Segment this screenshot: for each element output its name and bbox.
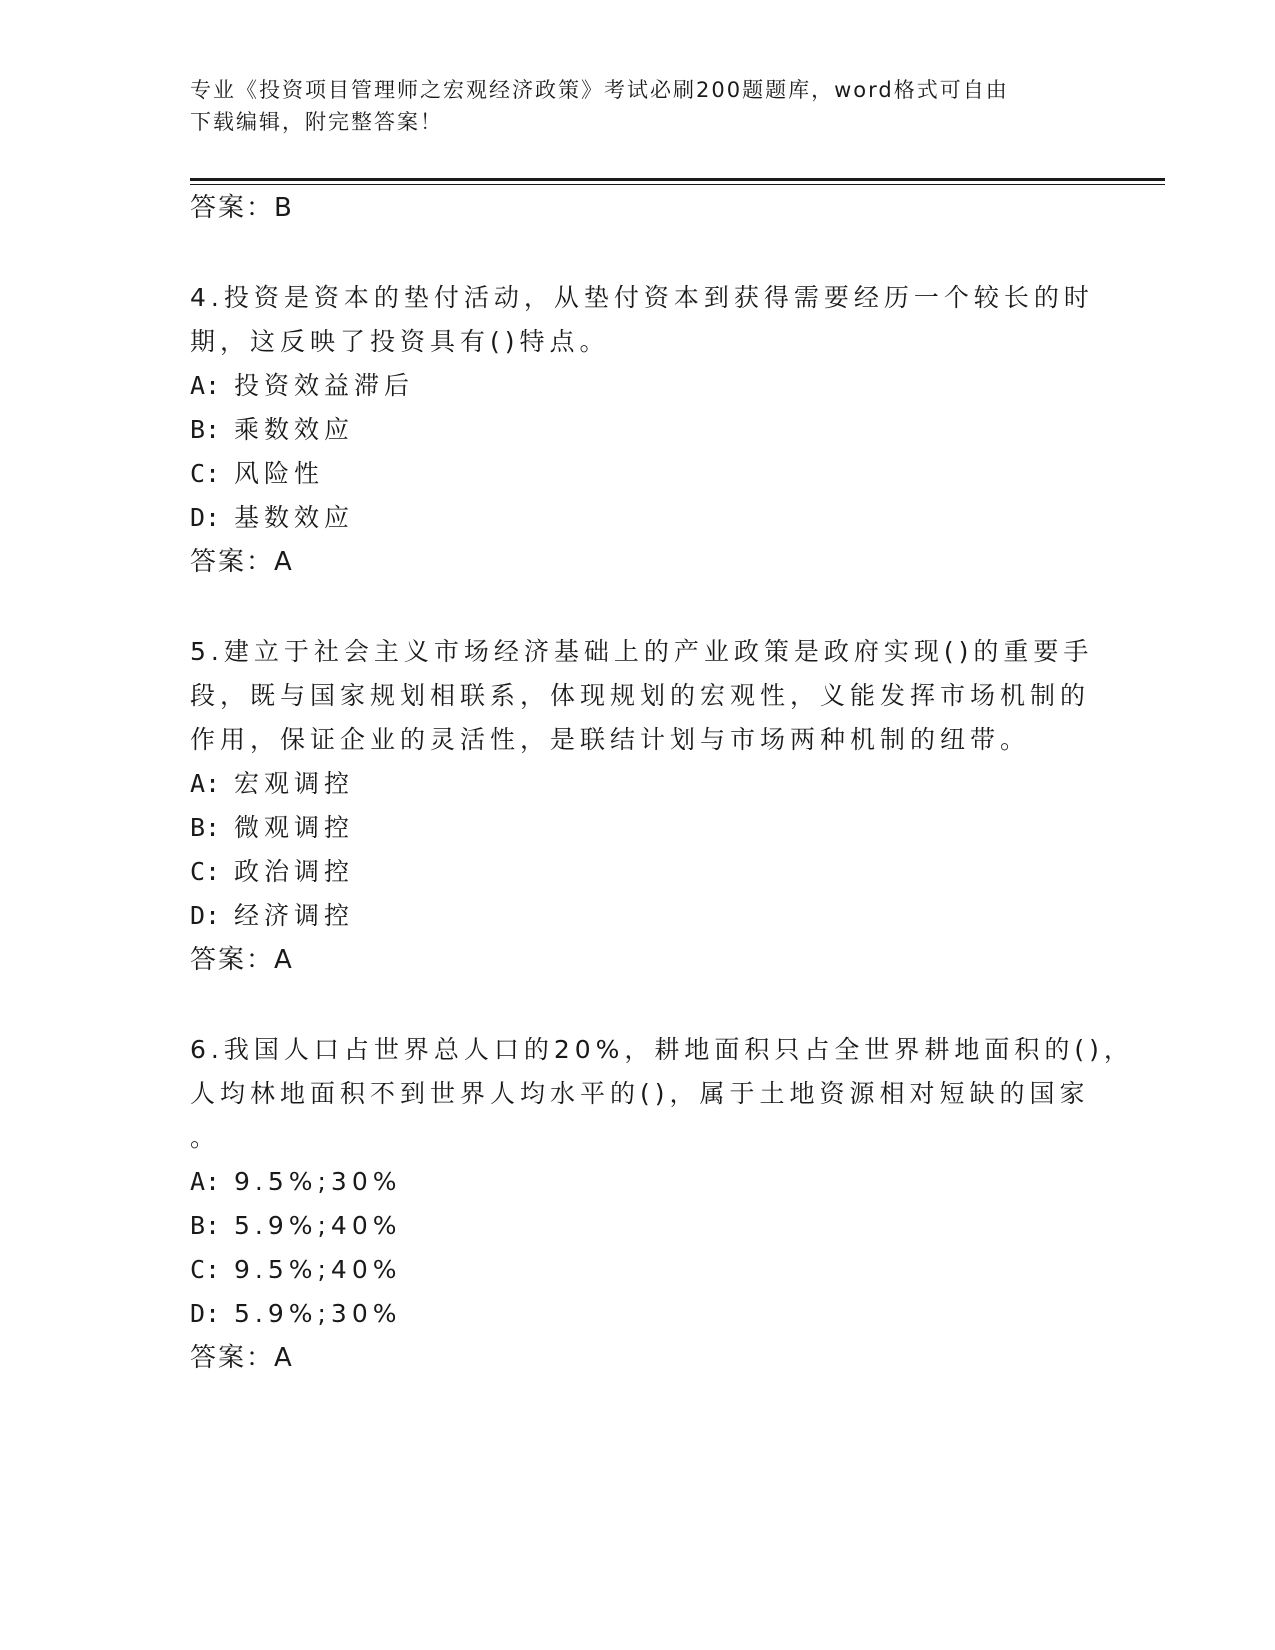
option-d: [190, 1298, 402, 1330]
header-rule-thin: [190, 184, 1165, 185]
option-b: [190, 1210, 402, 1242]
option-text: 经济调控: [234, 901, 355, 930]
option-text: 投资效益滞后: [234, 371, 415, 400]
option-a: [190, 370, 414, 402]
option-d: [190, 502, 354, 534]
header-line-1: 专业《投资项目管理师之宏观经济政策》考试必刷200题题库，word格式可自由: [190, 78, 1009, 102]
option-text: 基数效应: [234, 503, 355, 532]
option-text: 政治调控: [234, 857, 355, 886]
option-text: 5.9%;40%: [234, 1211, 402, 1240]
option-letter: D:: [190, 901, 221, 930]
option-a: [190, 1166, 402, 1198]
answer-line: 答案：A: [190, 1343, 294, 1373]
answer-line: 答案：B: [190, 193, 294, 223]
option-b: [190, 812, 354, 844]
option-letter: A:: [190, 1167, 221, 1196]
question-stem-line: 4.投资是资本的垫付活动，从垫付资本到获得需要经历一个较长的时: [190, 283, 1094, 312]
option-c: [190, 1254, 402, 1286]
question-stem-line: 作用，保证企业的灵活性，是联结计划与市场两种机制的纽带。: [190, 725, 1031, 754]
option-letter: A:: [190, 769, 221, 798]
option-letter: A:: [190, 371, 221, 400]
option-a: [190, 768, 354, 800]
option-letter: C:: [190, 459, 221, 488]
option-b: [190, 414, 354, 446]
option-letter: B:: [190, 415, 221, 444]
question-stem-line: 。: [190, 1123, 221, 1152]
option-c: [190, 458, 324, 490]
question-stem-line: 期，这反映了投资具有()特点。: [190, 327, 610, 356]
option-text: 微观调控: [234, 813, 355, 842]
answer-line: 答案：A: [190, 945, 294, 975]
option-text: 9.5%;40%: [234, 1255, 402, 1284]
option-letter: C:: [190, 857, 221, 886]
header-line-2: 下载编辑，附完整答案！: [190, 110, 443, 134]
option-c: [190, 856, 354, 888]
option-text: 宏观调控: [234, 769, 355, 798]
option-d: [190, 900, 354, 932]
question-stem-line: 人均林地面积不到世界人均水平的()，属于土地资源相对短缺的国家: [190, 1079, 1090, 1108]
option-letter: B:: [190, 1211, 221, 1240]
document-header: [190, 74, 1070, 138]
option-letter: D:: [190, 503, 221, 532]
option-text: 乘数效应: [234, 415, 355, 444]
header-rule-thick: [190, 178, 1165, 181]
question-stem-line: 6.我国人口占世界总人口的20%，耕地面积只占全世界耕地面积的()，: [190, 1035, 1134, 1064]
question-stem-line: 5.建立于社会主义市场经济基础上的产业政策是政府实现()的重要手: [190, 637, 1094, 666]
answer-line: 答案：A: [190, 547, 294, 577]
option-text: 风险性: [234, 459, 325, 488]
option-letter: D:: [190, 1299, 221, 1328]
question-stem-line: 段，既与国家规划相联系，体现规划的宏观性，义能发挥市场机制的: [190, 681, 1091, 710]
option-letter: C:: [190, 1255, 221, 1284]
option-text: 5.9%;30%: [234, 1299, 402, 1328]
option-letter: B:: [190, 813, 221, 842]
option-text: 9.5%;30%: [234, 1167, 402, 1196]
